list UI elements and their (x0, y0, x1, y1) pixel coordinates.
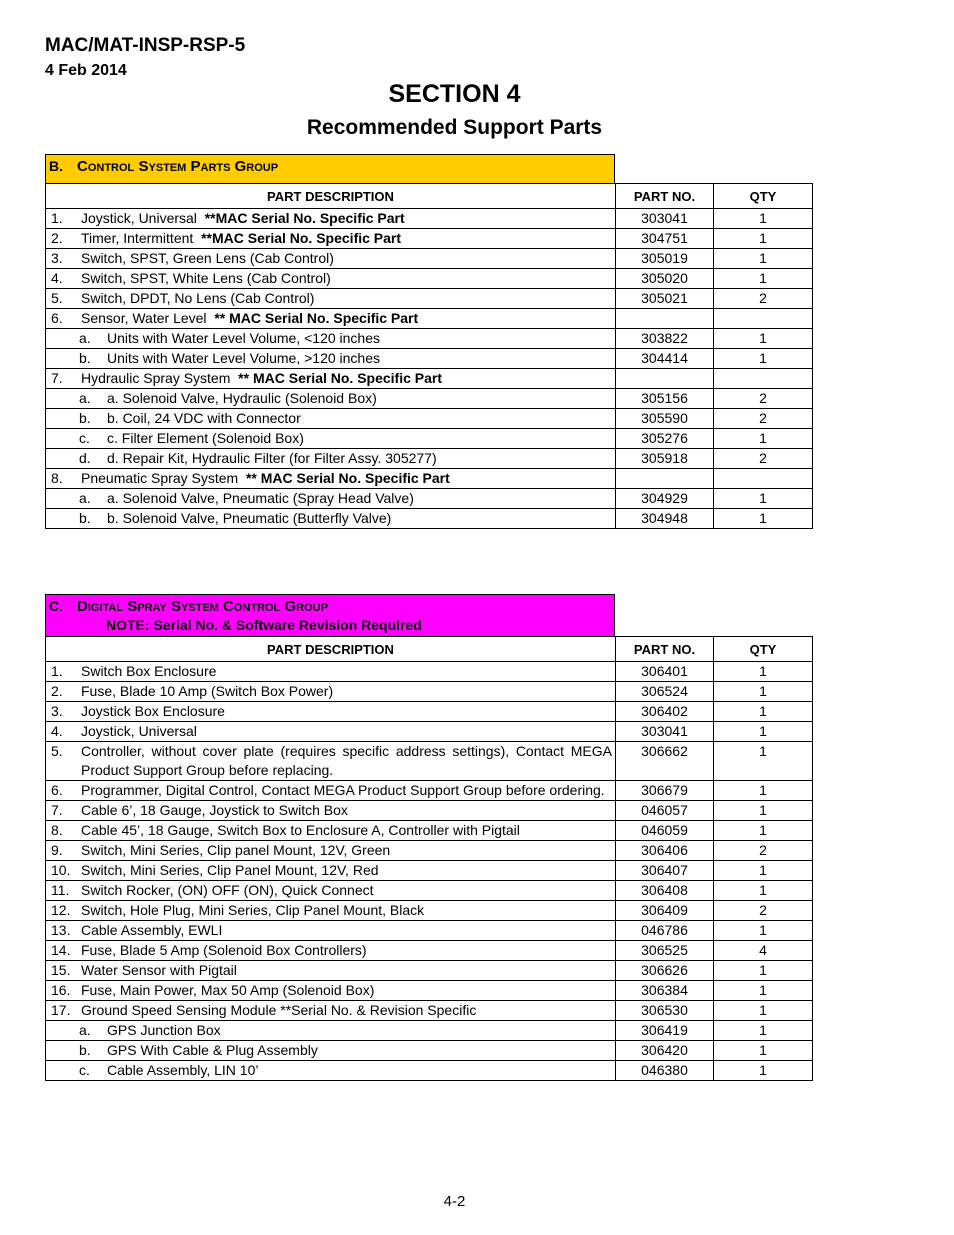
group-b-title: Control System Parts Group (77, 158, 279, 175)
part-number-cell: 303822 (616, 329, 714, 349)
table-row (46, 409, 813, 429)
part-description-cell (46, 229, 616, 249)
item-description: Switch Box Enclosure (81, 663, 217, 679)
part-description-cell (46, 702, 616, 722)
qty-cell: 1 (714, 229, 813, 249)
table-row (46, 781, 813, 801)
item-text (81, 1001, 612, 1020)
item-text (81, 702, 612, 721)
part-number-cell: 304414 (616, 349, 714, 369)
serial-note: ** MAC Serial No. Specific Part (214, 310, 419, 326)
part-description-cell (46, 682, 616, 702)
item-description: Joystick Box Enclosure (81, 703, 225, 719)
qty-cell: 1 (714, 1041, 813, 1061)
part-number-cell: 046059 (616, 821, 714, 841)
item-description: Pneumatic Spray System (81, 470, 239, 486)
item-text (81, 841, 612, 860)
item-index: 6. (51, 782, 63, 798)
item-text (81, 961, 612, 980)
qty-cell (714, 469, 813, 489)
part-description-cell (46, 861, 616, 881)
col-qty: QTY (714, 184, 813, 209)
part-description-cell (46, 429, 616, 449)
document-id: MAC/MAT-INSP-RSP-5 (45, 35, 246, 56)
qty-cell: 1 (714, 981, 813, 1001)
item-index: 16. (51, 982, 71, 998)
table-row (46, 309, 813, 329)
item-index: 17. (51, 1002, 71, 1018)
group-b-header (45, 154, 615, 184)
item-index: 8. (51, 470, 63, 486)
item-text (107, 1021, 612, 1040)
qty-cell: 1 (714, 961, 813, 981)
table-row (46, 861, 813, 881)
part-description-cell (46, 509, 616, 529)
item-description: Fuse, Main Power, Max 50 Amp (Solenoid Box) (81, 982, 375, 998)
item-text (107, 509, 612, 528)
item-index: c. (79, 430, 90, 446)
qty-cell: 1 (714, 209, 813, 229)
part-number-cell: 306407 (616, 861, 714, 881)
qty-cell: 1 (714, 269, 813, 289)
table-row (46, 901, 813, 921)
group-c-letter: C. (49, 598, 63, 614)
item-text (81, 881, 612, 900)
qty-cell: 1 (714, 249, 813, 269)
item-index: 7. (51, 802, 63, 818)
item-index: b. (79, 410, 91, 426)
item-description: Fuse, Blade 10 Amp (Switch Box Power) (81, 683, 334, 699)
part-number-cell: 306525 (616, 941, 714, 961)
part-number-cell: 306401 (616, 662, 714, 682)
item-description: GPS With Cable & Plug Assembly (107, 1042, 318, 1058)
item-description: GPS Junction Box (107, 1022, 221, 1038)
table-row (46, 489, 813, 509)
item-text (81, 309, 612, 328)
item-text (81, 861, 612, 880)
item-index: 8. (51, 822, 63, 838)
item-index: d. (79, 450, 91, 466)
part-description-cell (46, 742, 616, 781)
item-index: a. (79, 490, 91, 506)
table-row (46, 841, 813, 861)
item-index: 4. (51, 270, 63, 286)
group-c-table (45, 636, 813, 1081)
part-description-cell (46, 961, 616, 981)
table-row (46, 682, 813, 702)
item-index: 10. (51, 862, 71, 878)
item-text (81, 289, 612, 308)
table-row (46, 662, 813, 682)
part-number-cell: 306679 (616, 781, 714, 801)
item-description: a. Solenoid Valve, Hydraulic (Solenoid Box) (107, 390, 377, 406)
part-description-cell (46, 249, 616, 269)
item-index: 4. (51, 723, 63, 739)
table-row (46, 429, 813, 449)
qty-cell: 1 (714, 1061, 813, 1081)
qty-cell (714, 309, 813, 329)
part-number-cell: 304948 (616, 509, 714, 529)
part-description-cell (46, 921, 616, 941)
table-row (46, 269, 813, 289)
item-index: 6. (51, 310, 63, 326)
item-index: 11. (51, 882, 70, 898)
table-row (46, 369, 813, 389)
item-text (81, 722, 612, 741)
table-row (46, 881, 813, 901)
item-description: b. Solenoid Valve, Pneumatic (Butterfly Valve) (107, 510, 392, 526)
part-number-cell: 305156 (616, 389, 714, 409)
col-part-description: PART DESCRIPTION (46, 637, 616, 662)
item-text (81, 901, 612, 920)
item-text (81, 981, 612, 1000)
qty-cell: 2 (714, 449, 813, 469)
qty-cell: 1 (714, 881, 813, 901)
item-text (81, 941, 612, 960)
table-row (46, 229, 813, 249)
item-text (107, 1041, 612, 1060)
part-description-cell (46, 1061, 616, 1081)
item-text (107, 349, 612, 368)
part-number-cell: 305019 (616, 249, 714, 269)
part-description-cell (46, 901, 616, 921)
group-b-table (45, 183, 813, 529)
item-description: Switch, Mini Series, Clip panel Mount, 12V, Green (81, 842, 391, 858)
item-index: 5. (51, 290, 63, 306)
item-description: b. Coil, 24 VDC with Connector (107, 410, 301, 426)
qty-cell: 1 (714, 349, 813, 369)
item-text (81, 682, 612, 701)
part-number-cell: 046057 (616, 801, 714, 821)
table-row (46, 702, 813, 722)
table-row (46, 801, 813, 821)
item-description: Timer, Intermittent (81, 230, 194, 246)
table-row (46, 742, 813, 781)
document-date: 4 Feb 2014 (45, 62, 127, 79)
item-text (81, 781, 612, 800)
item-description: Controller, without cover plate (requires specific address settings), Contact MEGA Product Support Group before replacing. (81, 743, 612, 778)
qty-cell: 1 (714, 489, 813, 509)
item-index: 2. (51, 683, 63, 699)
item-description: a. Solenoid Valve, Pneumatic (Spray Head Valve) (107, 490, 414, 506)
item-index: b. (79, 510, 91, 526)
qty-cell: 1 (714, 662, 813, 682)
table-row (46, 329, 813, 349)
table-row (46, 941, 813, 961)
part-number-cell: 046786 (616, 921, 714, 941)
table-row (46, 209, 813, 229)
table-row (46, 1041, 813, 1061)
part-description-cell (46, 941, 616, 961)
item-text (107, 489, 612, 508)
part-description-cell (46, 449, 616, 469)
part-number-cell: 304929 (616, 489, 714, 509)
part-number-cell: 303041 (616, 722, 714, 742)
item-description: Cable Assembly, LIN 10’ (107, 1062, 259, 1078)
qty-cell: 1 (714, 1001, 813, 1021)
item-text (81, 209, 612, 228)
item-description: Joystick, Universal (81, 723, 197, 739)
item-text (81, 469, 612, 488)
item-index: 9. (51, 842, 63, 858)
item-text (81, 821, 612, 840)
item-index: 7. (51, 370, 63, 386)
section-subtitle: Recommended Support Parts (306, 116, 603, 139)
part-description-cell (46, 1001, 616, 1021)
item-description: Switch, SPST, Green Lens (Cab Control) (81, 250, 334, 266)
qty-cell: 1 (714, 781, 813, 801)
item-text (81, 742, 612, 780)
part-number-cell: 306406 (616, 841, 714, 861)
item-text (81, 369, 612, 388)
table-row (46, 961, 813, 981)
part-number-cell (616, 369, 714, 389)
part-description-cell (46, 821, 616, 841)
part-number-cell: 304751 (616, 229, 714, 249)
item-description: Water Sensor with Pigtail (81, 962, 237, 978)
item-index: a. (79, 390, 91, 406)
item-text (107, 449, 612, 468)
part-number-cell: 305590 (616, 409, 714, 429)
qty-cell: 2 (714, 289, 813, 309)
part-number-cell: 306530 (616, 1001, 714, 1021)
item-text (81, 229, 612, 248)
item-description: Joystick, Universal (81, 210, 197, 226)
serial-note: **MAC Serial No. Specific Part (201, 230, 402, 246)
item-text (107, 389, 612, 408)
item-description: Cable 45’, 18 Gauge, Switch Box to Enclosure A, Controller with Pigtail (81, 822, 520, 838)
qty-cell: 1 (714, 921, 813, 941)
qty-cell (714, 369, 813, 389)
item-description: Units with Water Level Volume, <120 inches (107, 330, 381, 346)
part-description-cell (46, 722, 616, 742)
item-description: Switch, Hole Plug, Mini Series, Clip Panel Mount, Black (81, 902, 425, 918)
part-number-cell: 306626 (616, 961, 714, 981)
table-row (46, 509, 813, 529)
part-description-cell (46, 209, 616, 229)
item-index: a. (79, 1022, 91, 1038)
part-description-cell (46, 841, 616, 861)
part-description-cell (46, 409, 616, 429)
item-index: b. (79, 1042, 91, 1058)
qty-cell: 2 (714, 389, 813, 409)
page-number: 4-2 (443, 1193, 466, 1210)
qty-cell: 1 (714, 722, 813, 742)
table-row (46, 981, 813, 1001)
item-text (107, 409, 612, 428)
part-description-cell (46, 309, 616, 329)
part-number-cell: 306419 (616, 1021, 714, 1041)
part-description-cell (46, 369, 616, 389)
part-description-cell (46, 329, 616, 349)
part-description-cell (46, 1021, 616, 1041)
col-part-description: PART DESCRIPTION (46, 184, 616, 209)
part-number-cell (616, 469, 714, 489)
part-description-cell (46, 1041, 616, 1061)
item-text (107, 329, 612, 348)
item-text (81, 662, 612, 681)
item-text (107, 429, 612, 448)
item-description: Cable Assembly, EWLI (81, 922, 223, 938)
item-index: b. (79, 350, 91, 366)
item-description: Switch, SPST, White Lens (Cab Control) (81, 270, 331, 286)
qty-cell: 2 (714, 841, 813, 861)
item-description: Ground Speed Sensing Module **Serial No. & Revision Specific (81, 1002, 477, 1018)
part-number-cell: 305020 (616, 269, 714, 289)
item-description: Programmer, Digital Control, Contact MEGA Product Support Group before ordering. (81, 782, 605, 798)
part-number-cell: 306408 (616, 881, 714, 901)
item-text (81, 921, 612, 940)
part-number-cell: 046380 (616, 1061, 714, 1081)
qty-cell: 1 (714, 682, 813, 702)
part-number-cell: 305021 (616, 289, 714, 309)
group-b-letter: B. (49, 158, 63, 174)
part-number-cell: 306420 (616, 1041, 714, 1061)
qty-cell: 4 (714, 941, 813, 961)
item-index: 1. (51, 663, 63, 679)
col-part-no: PART NO. (616, 184, 714, 209)
part-number-cell: 306662 (616, 742, 714, 781)
part-description-cell (46, 349, 616, 369)
part-description-cell (46, 289, 616, 309)
part-number-cell (616, 309, 714, 329)
part-description-cell (46, 269, 616, 289)
qty-cell: 1 (714, 702, 813, 722)
item-index: 3. (51, 703, 63, 719)
part-number-cell: 306524 (616, 682, 714, 702)
item-description: Units with Water Level Volume, >120 inches (107, 350, 381, 366)
part-number-cell: 305918 (616, 449, 714, 469)
qty-cell: 2 (714, 409, 813, 429)
item-index: a. (79, 330, 91, 346)
item-description: Fuse, Blade 5 Amp (Solenoid Box Controllers) (81, 942, 367, 958)
item-text (107, 1061, 612, 1080)
part-number-cell: 306384 (616, 981, 714, 1001)
item-index: 12. (51, 902, 71, 918)
item-text (81, 801, 612, 820)
item-index: 3. (51, 250, 63, 266)
qty-cell: 1 (714, 861, 813, 881)
part-description-cell (46, 469, 616, 489)
table-row (46, 921, 813, 941)
item-description: Switch Rocker, (ON) OFF (ON), Quick Connect (81, 882, 374, 898)
part-description-cell (46, 801, 616, 821)
section-title: SECTION 4 (388, 80, 521, 108)
part-description-cell (46, 981, 616, 1001)
item-description: Switch, DPDT, No Lens (Cab Control) (81, 290, 315, 306)
item-index: 13. (51, 922, 71, 938)
serial-note: **MAC Serial No. Specific Part (204, 210, 405, 226)
item-description: Sensor, Water Level (81, 310, 207, 326)
item-text (81, 269, 612, 288)
table-row (46, 1001, 813, 1021)
table-row (46, 469, 813, 489)
group-c-note: NOTE: Serial No. & Software Revision Required (106, 617, 422, 633)
col-part-no: PART NO. (616, 637, 714, 662)
item-index: 14. (51, 942, 71, 958)
col-qty: QTY (714, 637, 813, 662)
part-description-cell (46, 881, 616, 901)
qty-cell: 1 (714, 429, 813, 449)
table-row (46, 289, 813, 309)
qty-cell: 1 (714, 329, 813, 349)
table-row (46, 821, 813, 841)
part-number-cell: 306402 (616, 702, 714, 722)
item-description: Switch, Mini Series, Clip Panel Mount, 12V, Red (81, 862, 379, 878)
table-row (46, 722, 813, 742)
qty-cell: 1 (714, 509, 813, 529)
table-row (46, 389, 813, 409)
part-description-cell (46, 781, 616, 801)
qty-cell: 1 (714, 801, 813, 821)
item-index: 5. (51, 743, 63, 759)
qty-cell: 1 (714, 1021, 813, 1041)
part-number-cell: 306409 (616, 901, 714, 921)
table-row (46, 249, 813, 269)
item-index: 15. (51, 962, 71, 978)
part-description-cell (46, 489, 616, 509)
qty-cell: 2 (714, 901, 813, 921)
item-description: c. Filter Element (Solenoid Box) (107, 430, 304, 446)
part-description-cell (46, 389, 616, 409)
serial-note: ** MAC Serial No. Specific Part (238, 370, 443, 386)
part-number-cell: 305276 (616, 429, 714, 449)
part-number-cell: 303041 (616, 209, 714, 229)
part-description-cell (46, 662, 616, 682)
item-index: 2. (51, 230, 63, 246)
item-description: Hydraulic Spray System (81, 370, 231, 386)
table-row (46, 349, 813, 369)
group-c-header (45, 594, 615, 637)
qty-cell: 1 (714, 821, 813, 841)
item-index: 1. (51, 210, 63, 226)
item-index: c. (79, 1062, 90, 1078)
item-description: Cable 6’, 18 Gauge, Joystick to Switch Box (81, 802, 348, 818)
table-row (46, 449, 813, 469)
table-row (46, 1021, 813, 1041)
item-description: d. Repair Kit, Hydraulic Filter (for Filter Assy. 305277) (107, 450, 437, 466)
group-c-title: Digital Spray System Control Group (77, 598, 328, 615)
serial-note: ** MAC Serial No. Specific Part (245, 470, 450, 486)
item-text (81, 249, 612, 268)
table-row (46, 1061, 813, 1081)
qty-cell: 1 (714, 742, 813, 781)
